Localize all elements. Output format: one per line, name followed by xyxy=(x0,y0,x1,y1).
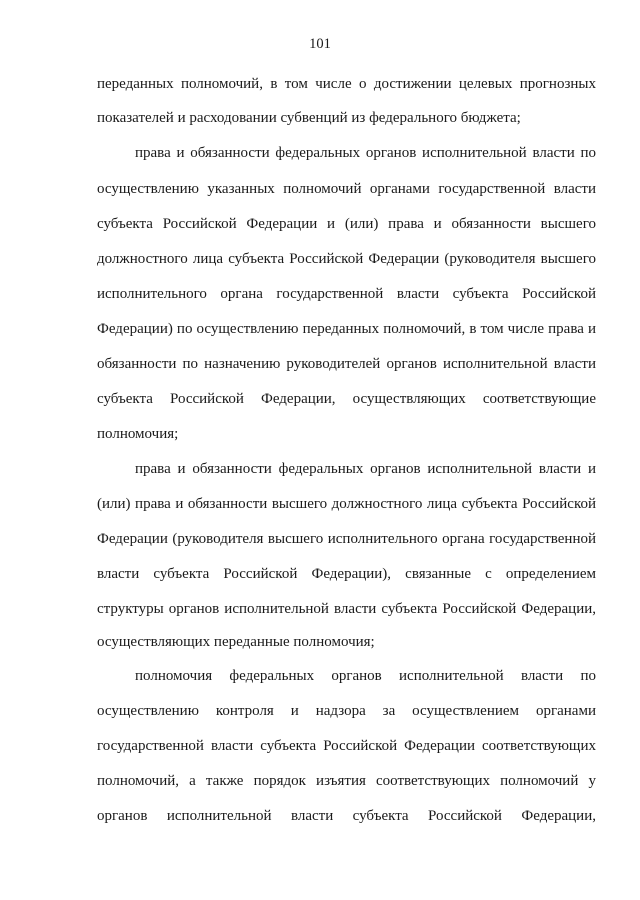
text-line: права и обязанности федеральных органов исполнительной власти по xyxy=(135,145,596,161)
text-line: осуществляющих переданные полномочия; xyxy=(97,634,375,650)
text-line: органов исполнительной власти субъекта Российской Федерации, xyxy=(97,808,596,824)
text-line: осуществлению указанных полномочий органами государственной власти xyxy=(97,181,596,197)
text-line: полномочия федеральных органов исполнительной власти по xyxy=(135,668,596,684)
page-number: 101 xyxy=(309,36,331,52)
text-line: исполнительного органа государственной власти субъекта Российской xyxy=(97,286,596,302)
text-line: показателей и расходовании субвенций из федерального бюджета; xyxy=(97,110,521,126)
text-line: (или) права и обязанности высшего должностного лица субъекта Российской xyxy=(97,496,596,512)
text-line: власти субъекта Российской Федерации), связанные с определением xyxy=(97,566,596,582)
text-line: субъекта Российской Федерации и (или) права и обязанности высшего xyxy=(97,216,596,232)
text-line: субъекта Российской Федерации, осуществляющих соответствующие xyxy=(97,391,596,407)
text-line: должностного лица субъекта Российской Федерации (руководителя высшего xyxy=(97,251,596,267)
text-line: обязанности по назначению руководителей органов исполнительной власти xyxy=(97,356,596,372)
text-line: структуры органов исполнительной власти субъекта Российской Федерации, xyxy=(97,601,596,617)
text-line: Федерации) по осуществлению переданных полномочий, в том числе права и xyxy=(97,321,596,337)
text-line: государственной власти субъекта Российской Федерации соответствующих xyxy=(97,738,596,754)
text-line: Федерации (руководителя высшего исполнительного органа государственной xyxy=(97,531,596,547)
text-line: осуществлению контроля и надзора за осуществлением органами xyxy=(97,703,596,719)
text-line: полномочий, а также порядок изъятия соответствующих полномочий у xyxy=(97,773,596,789)
text-line: права и обязанности федеральных органов исполнительной власти и xyxy=(135,461,596,477)
text-line: переданных полномочий, в том числе о достижении целевых прогнозных xyxy=(97,76,596,92)
text-line: полномочия; xyxy=(97,426,179,442)
